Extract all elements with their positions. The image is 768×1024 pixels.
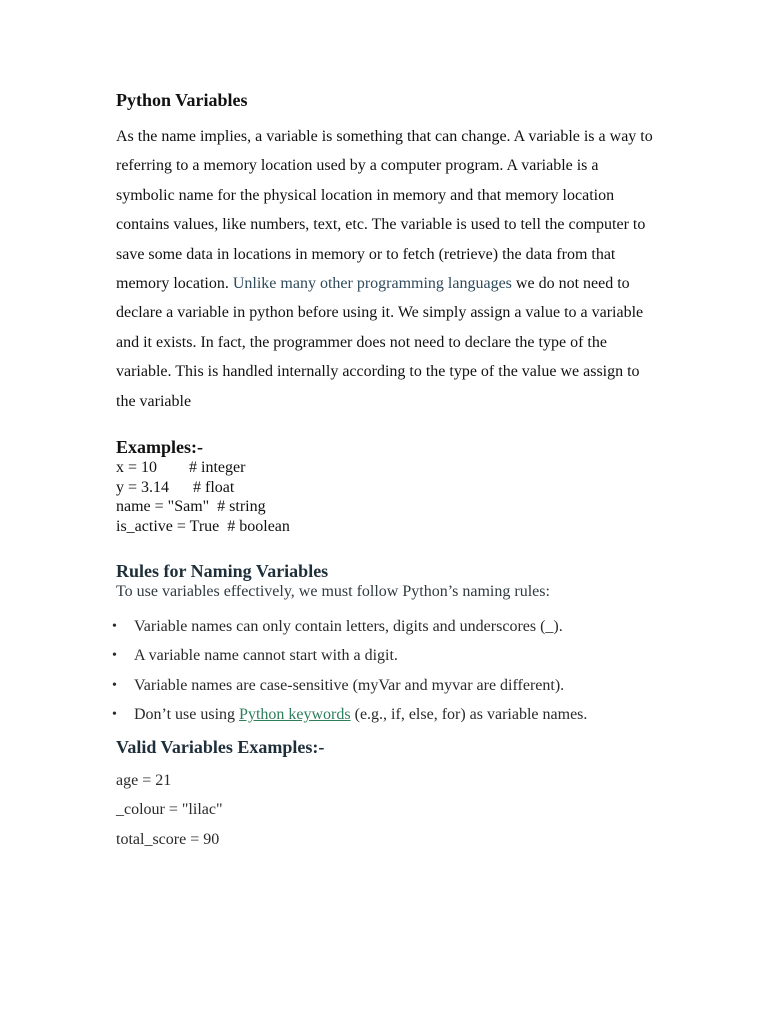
examples-code [116,458,656,536]
rules-list [112,612,656,730]
list-item [112,700,656,729]
code-line: x = 10 # integer [116,459,246,477]
rule-text: Variable names are case-sensitive (myVar and myvar are different). [134,676,565,694]
intro-text-part1: As the name implies, a variable is something that can change. A variable is a way to referring to a memory location used by a computer program. A variable is a symbolic name for the physical location in memory and that memory location contains values, like numbers, text, etc. The variable is used to tell the computer to save some data in locations in memory or to fetch (retrieve) the data from that memory location. [116,128,653,293]
code-line: name = "Sam" # string [116,498,266,516]
list-item [112,671,656,700]
valid-examples-heading: Valid Variables Examples:- [116,736,325,757]
list-item [112,641,656,670]
bullet-icon: • [112,648,117,664]
list-item [112,612,656,641]
code-line: y = 3.14 # float [116,478,235,496]
page-title: Python Variables [116,90,248,110]
rules-heading: Rules for Naming Variables [116,561,329,582]
document-page [112,86,656,854]
code-line: total_score = 90 [116,830,220,848]
rules-intro: To use variables effectively, we must follow Python’s naming rules: [116,583,550,601]
python-keywords-link[interactable]: Python keywords [239,706,351,724]
bullet-icon: • [112,707,117,723]
intro-highlight: Unlike many other programming languages [232,275,512,293]
code-line: _colour = "lilac" [116,801,223,819]
rule-text: Variable names can only contain letters, digits and underscores (_). [134,618,563,636]
intro-paragraph [116,122,656,416]
rule-text: A variable name cannot start with a digit. [134,647,398,665]
valid-examples-list [116,766,656,854]
examples-heading: Examples:- [116,437,203,458]
code-line: age = 21 [116,771,172,789]
rule-text-after: (e.g., if, else, for) as variable names. [350,706,588,724]
bullet-icon: • [112,677,117,693]
bullet-icon: • [112,619,117,635]
rule-text-before: Don’t use using [134,706,240,724]
intro-text-part2: we do not need to declare a variable in python before using it. We simply assign a value to a variable and it exists. In fact, the programmer does not need to declare the type of the variable. This is handled internally according to the type of the value we assign to the variable [116,275,644,410]
code-line: is_active = True # boolean [116,517,290,535]
